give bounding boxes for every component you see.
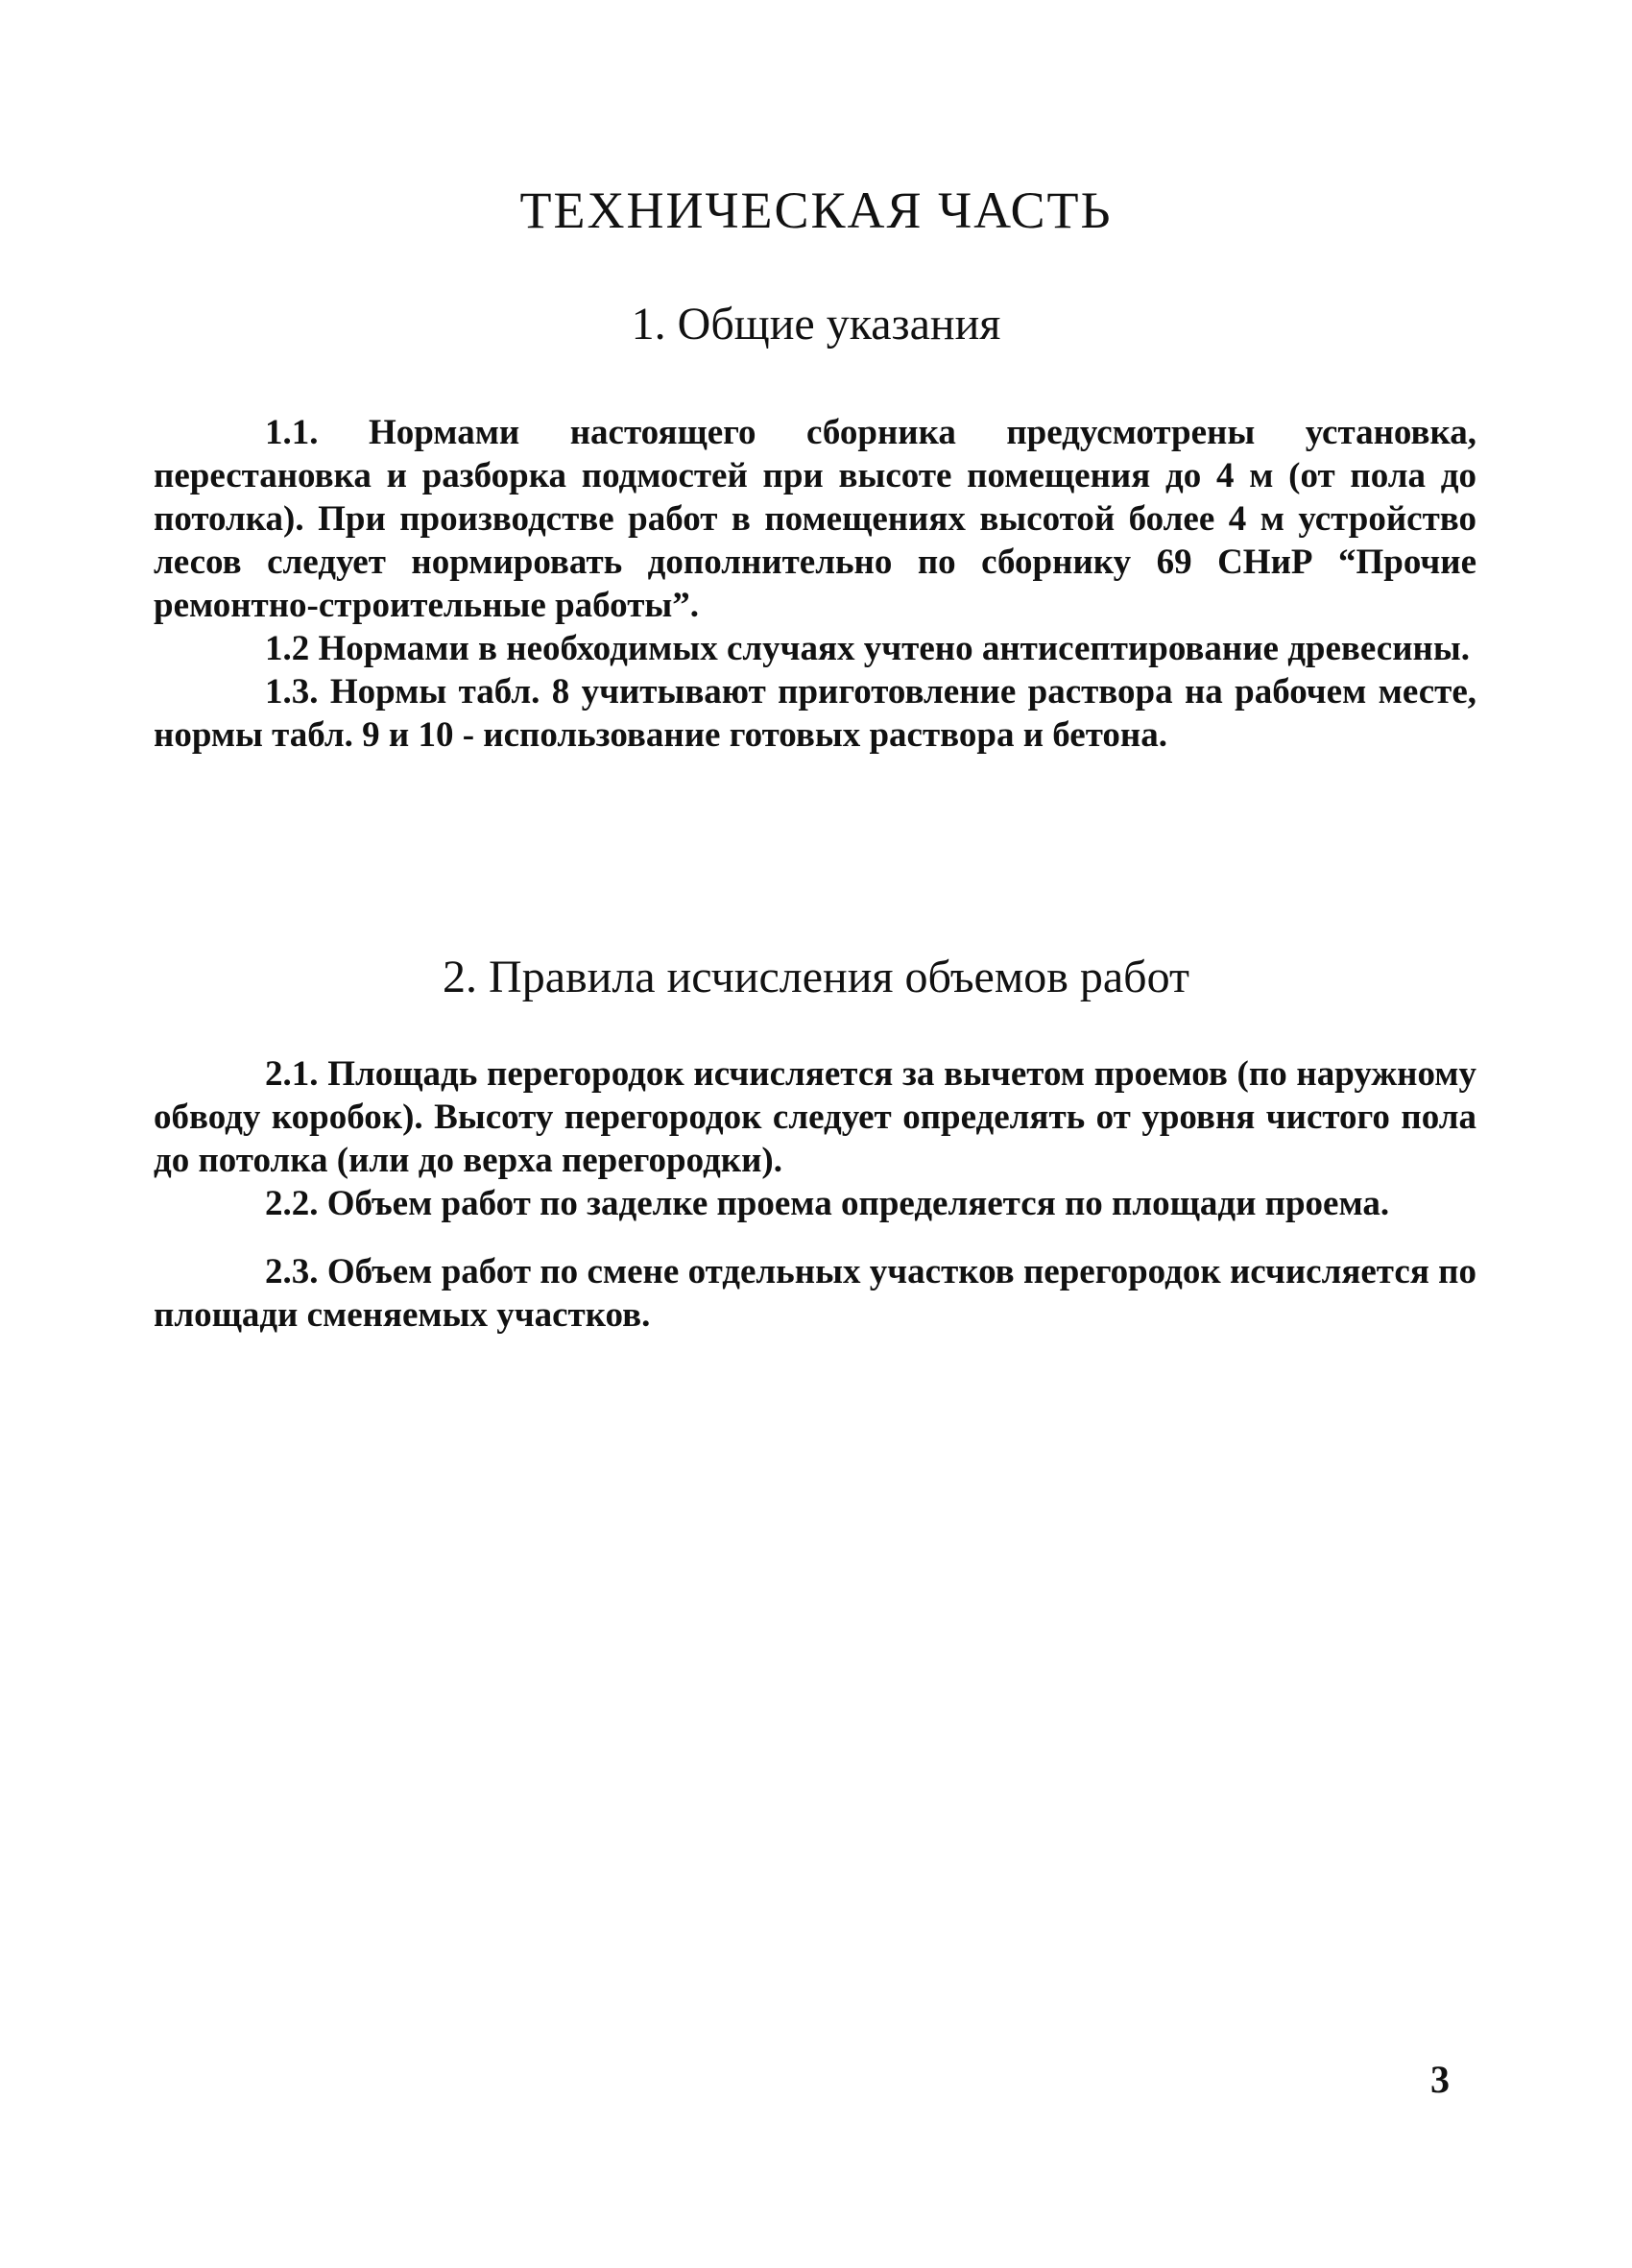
paragraph-1-3: 1.3. Нормы табл. 8 учитывают приготовление раствора на рабочем месте, нормы табл. 9 и 10 - использование готовых раствора и бетона. (154, 672, 1476, 755)
section-heading-volume-rules: 2. Правила исчисления объемов работ (443, 952, 1189, 1002)
paragraph-2-1: 2.1. Площадь перегородок исчисляется за вычетом проемов (по наружному обводу коробок). Высоту перегородок следует определять от уровня чистого пола до потолка (или до верха перегородки). (154, 1054, 1476, 1180)
page-number: 3 (1430, 2058, 1450, 2101)
document-title: ТЕХНИЧЕСКАЯ ЧАСТЬ (519, 181, 1113, 239)
section-body-general (154, 411, 1476, 757)
paragraph-2-3: 2.3. Объем работ по смене отдельных участков перегородок исчисляется по площади сменяемых участков. (154, 1252, 1476, 1335)
paragraph-1-1: 1.1. Нормами настоящего сборника предусмотрены установка, перестановка и разборка подмостей при высоте помещения до 4 м (от пола до потолка). При производстве работ в помещениях высотой более 4 м устройство лесов следует нормировать дополнительно по сборнику 69 СНиР “Прочие ремонтно-строительные работы”. (154, 413, 1476, 625)
paragraph-1-2: 1.2 Нормами в необходимых случаях учтено антисептирование древесины. (265, 629, 1470, 668)
section-heading-general: 1. Общие указания (631, 299, 1001, 350)
section-body-volume-rules (154, 1052, 1476, 1337)
paragraph-2-2: 2.2. Объем работ по заделке проема определяется по площади проема. (265, 1184, 1390, 1223)
